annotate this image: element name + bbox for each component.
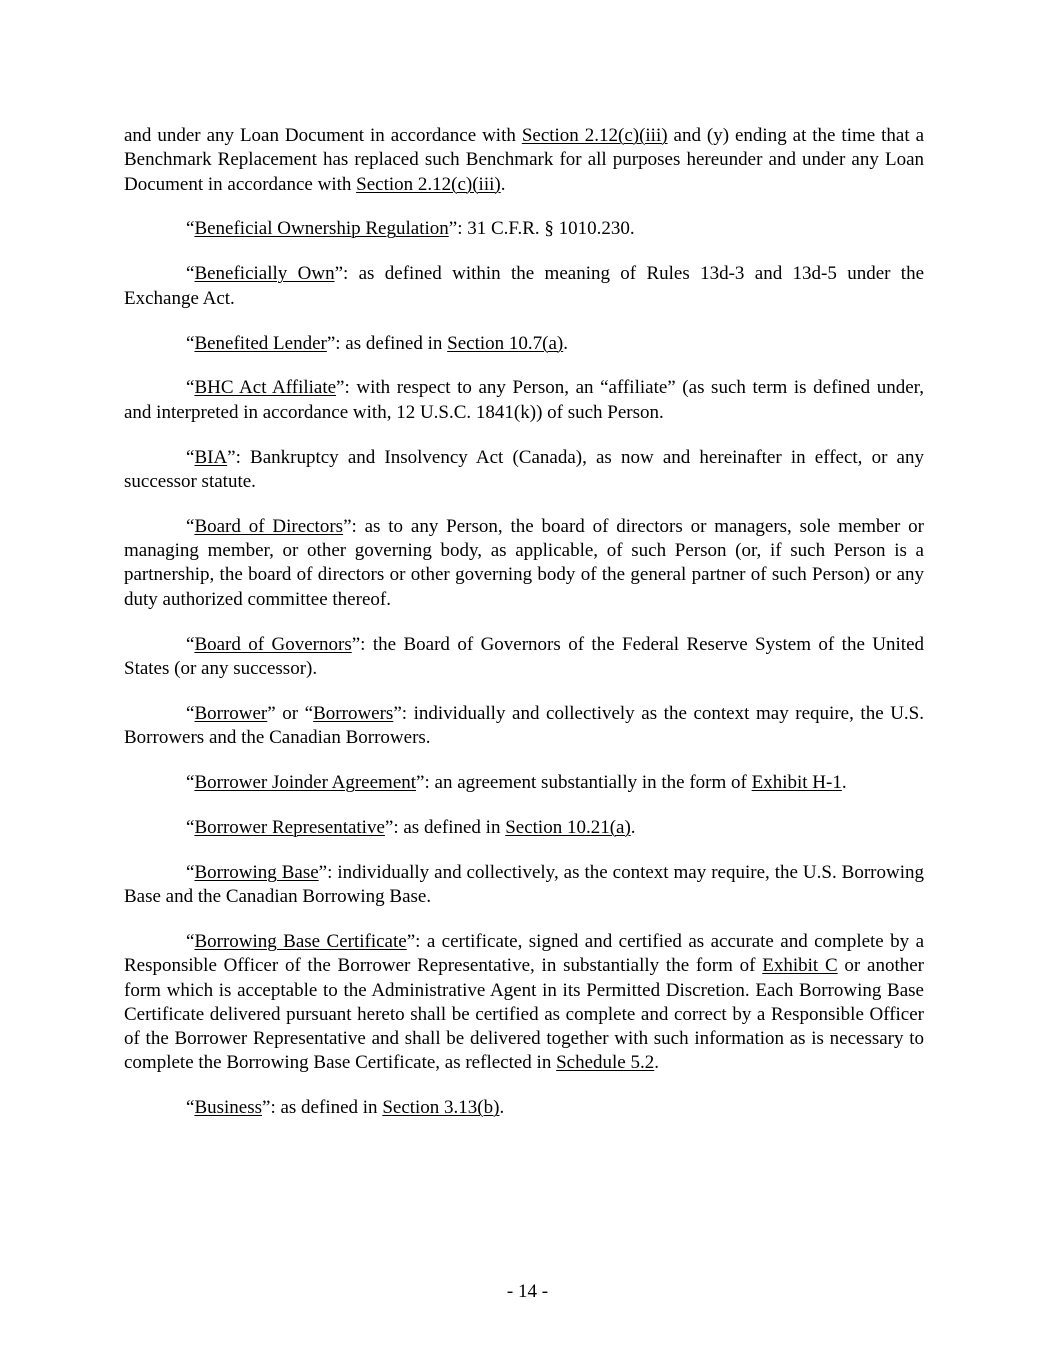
- definition-beneficial-ownership-regulation: [124, 217, 924, 241]
- text-run: ”: individually and collectively, as the context may require, the U.S. Borrowing Base and the Canadian Borrowing Base.: [124, 861, 924, 908]
- text-run: ”: a certificate, signed and certified as accurate and complete by a Responsible Officer of the Borrower Representative, in substantially the form of: [124, 930, 924, 977]
- underlined-term: BHC Act Affiliate: [194, 377, 337, 399]
- underlined-term: Borrower Representative: [194, 816, 385, 838]
- text-run: .: [630, 816, 636, 838]
- text-run: ”: as defined in: [384, 816, 506, 838]
- definition-borrower-joinder-agreement: [124, 771, 924, 795]
- text-run: “: [186, 816, 195, 838]
- text-run: ”: the Board of Governors of the Federal Reserve System of the United States (or any successor).: [124, 633, 924, 679]
- text-run: .: [499, 1097, 505, 1119]
- underlined-term: Benefited Lender: [194, 332, 327, 354]
- underlined-term: Section 2.12(c)(iii): [521, 125, 668, 146]
- text-run: ”: as defined in: [262, 1097, 383, 1119]
- text-run: “: [186, 263, 195, 285]
- text-run: ”: an agreement substantially in the form of: [416, 771, 752, 793]
- text-run: “: [186, 218, 195, 240]
- text-run: “: [186, 1097, 195, 1119]
- underlined-term: Exhibit C: [762, 955, 838, 977]
- definition-paragraph-continuation: [124, 124, 924, 197]
- definition-borrowing-base: [124, 861, 924, 910]
- text-run: ”: individually and collectively as the context may require, the U.S. Borrowers and the Canadian Borrowers.: [124, 702, 924, 749]
- underlined-term: Schedule 5.2: [556, 1052, 655, 1074]
- text-run: ” or “: [267, 702, 314, 724]
- definition-borrower-representative: [124, 816, 924, 840]
- underlined-term: Borrowers: [313, 702, 394, 724]
- underlined-term: Borrowing Base Certificate: [194, 930, 407, 952]
- underlined-term: Beneficially Own: [194, 263, 335, 285]
- definition-bhc-act-affiliate: [124, 376, 924, 425]
- underlined-term: Section 10.7(a): [447, 332, 564, 354]
- underlined-term: Section 2.12(c)(iii): [356, 173, 501, 195]
- text-run: and under any Loan Document in accordance with: [124, 125, 522, 146]
- text-run: “: [186, 861, 195, 883]
- text-run: .: [841, 771, 847, 793]
- text-run: .: [563, 332, 568, 354]
- text-run: ”: as defined in: [326, 332, 448, 354]
- text-run: “: [186, 446, 195, 468]
- document-body: [124, 124, 924, 1141]
- definition-bia: [124, 446, 924, 495]
- underlined-term: BIA: [194, 446, 228, 468]
- text-run: .: [500, 173, 506, 195]
- text-run: ”: 31 C.F.R. § 1010.230.: [448, 218, 635, 240]
- text-run: “: [186, 332, 195, 354]
- definition-borrowing-base-certificate: [124, 930, 924, 1076]
- underlined-term: Exhibit H-1: [751, 771, 842, 793]
- text-run: “: [186, 633, 195, 655]
- underlined-term: Board of Governors: [194, 633, 352, 655]
- text-run: “: [186, 771, 195, 793]
- definition-board-of-governors: [124, 633, 924, 682]
- underlined-term: Beneficial Ownership Regulation: [194, 218, 449, 240]
- definition-benefited-lender: [124, 332, 924, 356]
- text-run: “: [186, 515, 195, 537]
- text-run: “: [186, 377, 195, 399]
- underlined-term: Section 10.21(a): [505, 816, 631, 838]
- text-run: “: [186, 930, 195, 952]
- text-run: and (y) ending at the time that a Benchmark Replacement has replaced such Benchmark for all purposes hereunder and under any Loan Document in accordance with: [124, 125, 925, 195]
- text-run: ”: as to any Person, the board of directors or managers, sole member or managing member, or other governing body, as applicable, of such Person (or, if such Person is a partnership, the board of directors or other governing body of the general partner of such Person) or any duty authorized committee thereof.: [124, 515, 924, 610]
- text-run: ”: Bankruptcy and Insolvency Act (Canada), as now and hereinafter in effect, or any successor statute.: [124, 446, 924, 492]
- definition-business: [124, 1096, 924, 1120]
- text-run: ”: as defined within the meaning of Rules 13d-3 and 13d-5 under the Exchange Act.: [124, 263, 925, 309]
- definition-beneficially-own: [124, 262, 924, 311]
- text-run: “: [186, 702, 195, 724]
- underlined-term: Borrower Joinder Agreement: [194, 771, 417, 793]
- definition-borrower: [124, 702, 924, 751]
- page-number: - 14 -: [506, 1281, 549, 1302]
- underlined-term: Borrowing Base: [194, 861, 319, 883]
- text-run: .: [654, 1052, 659, 1074]
- underlined-term: Section 3.13(b): [382, 1097, 500, 1119]
- underlined-term: Board of Directors: [194, 515, 344, 537]
- underlined-term: Business: [194, 1097, 263, 1119]
- definition-board-of-directors: [124, 515, 924, 612]
- text-run: or another form which is acceptable to the Administrative Agent in its Permitted Discretion. Each Borrowing Base Certificate delivered pursuant hereto shall be certified as complete and correct by a Responsible Officer of the Borrower Representative and shall be delivered together with such information as is necessary to complete the Borrowing Base Certificate, as reflected in: [124, 955, 924, 1074]
- underlined-term: Borrower: [194, 702, 268, 724]
- text-run: ”: with respect to any Person, an “affiliate” (as such term is defined under, and interpreted in accordance with, 12 U.S.C. 1841(k)) of such Person.: [124, 377, 924, 423]
